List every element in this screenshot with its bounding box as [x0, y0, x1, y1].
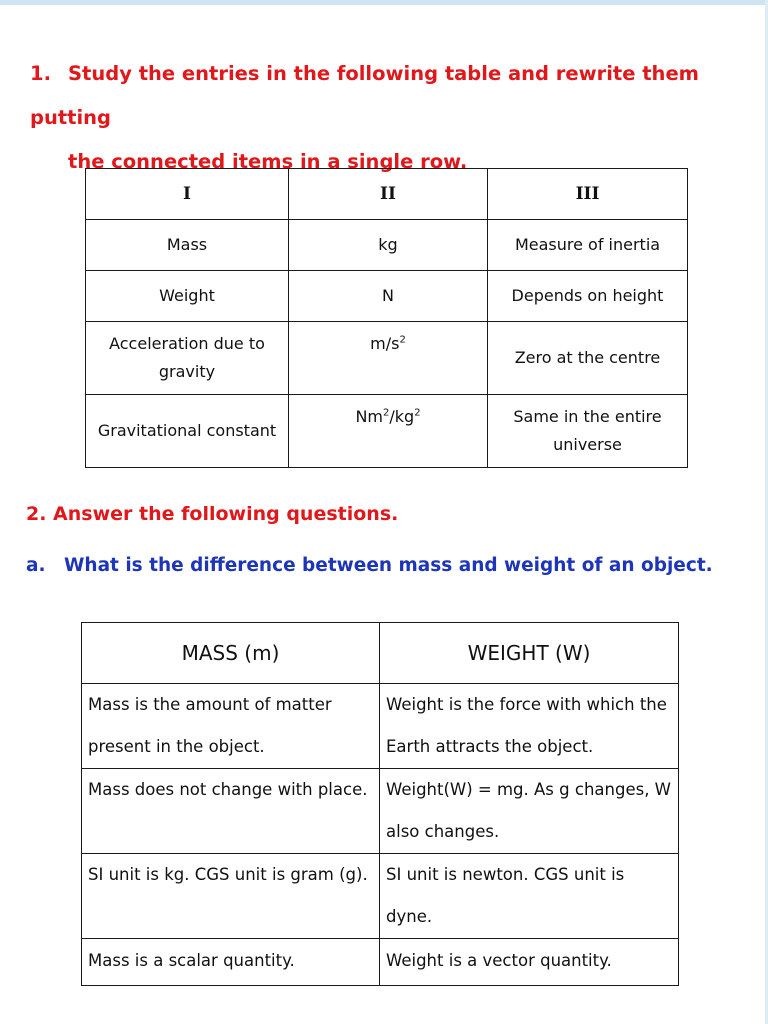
table-row: [82, 854, 679, 939]
quantity-cell: Acceleration due to gravity: [86, 322, 289, 395]
question-1: [30, 52, 750, 184]
table-row: [82, 684, 679, 769]
question-1-number: 1.: [30, 62, 51, 85]
weight-cell: Weight(W) = mg. As g changes, W also changes.: [380, 769, 679, 854]
property-cell: Measure of inertia: [488, 220, 688, 271]
unit-text: kg: [378, 235, 398, 254]
quantity-cell: Mass: [86, 220, 289, 271]
matching-table: [85, 168, 688, 468]
unit-cell: [289, 322, 488, 395]
question-2a-text: What is the difference between mass and weight of an object.: [64, 555, 713, 576]
weight-cell: SI unit is newton. CGS unit is dyne.: [380, 854, 679, 939]
question-2a-label: a.: [26, 555, 46, 576]
weight-cell: Weight is the force with which the Earth attracts the object.: [380, 684, 679, 769]
header-col-2: II: [289, 169, 488, 220]
header-col-3: III: [488, 169, 688, 220]
table-row: [86, 322, 688, 395]
quantity-cell: Weight: [86, 271, 289, 322]
property-cell: Zero at the centre: [488, 322, 688, 395]
mass-cell: Mass does not change with place.: [82, 769, 380, 854]
question-2-heading: 2. Answer the following questions.: [26, 503, 399, 525]
mass-cell: SI unit is kg. CGS unit is gram (g).: [82, 854, 380, 939]
mass-cell: Mass is a scalar quantity.: [82, 939, 380, 986]
unit-text: Nm: [355, 407, 383, 426]
top-border-strip: [0, 0, 768, 5]
table-row: [86, 220, 688, 271]
property-cell: Depends on height: [488, 271, 688, 322]
weight-cell: Weight is a vector quantity.: [380, 939, 679, 986]
quantity-cell: Gravitational constant: [86, 395, 289, 468]
unit-text: m/s: [370, 334, 400, 353]
question-1-text-line-2: the connected items in a single row.: [68, 150, 468, 173]
unit-cell: [289, 271, 488, 322]
question-1-line-1: [30, 52, 750, 140]
mass-weight-header-row: [82, 623, 679, 684]
mass-weight-table: [81, 622, 679, 986]
unit-cell: [289, 395, 488, 468]
table-row: [86, 395, 688, 468]
mass-header: MASS (m): [82, 623, 380, 684]
weight-header: WEIGHT (W): [380, 623, 679, 684]
table-row: [82, 939, 679, 986]
table-row: [82, 769, 679, 854]
unit-cell: [289, 220, 488, 271]
unit-exponent: 2: [399, 334, 406, 346]
unit-exponent-2: 2: [414, 407, 421, 419]
header-col-1: I: [86, 169, 289, 220]
unit-text-rest: /kg: [389, 407, 415, 426]
table-row: [86, 271, 688, 322]
unit-text: N: [382, 286, 394, 305]
question-1-text-line-1: Study the entries in the following table and rewrite them putting: [30, 62, 699, 129]
matching-table-header-row: [86, 169, 688, 220]
unit-exponent: 2: [383, 407, 390, 419]
question-2a: [26, 555, 713, 576]
property-cell: Same in the entire universe: [488, 395, 688, 468]
mass-cell: Mass is the amount of matter present in the object.: [82, 684, 380, 769]
